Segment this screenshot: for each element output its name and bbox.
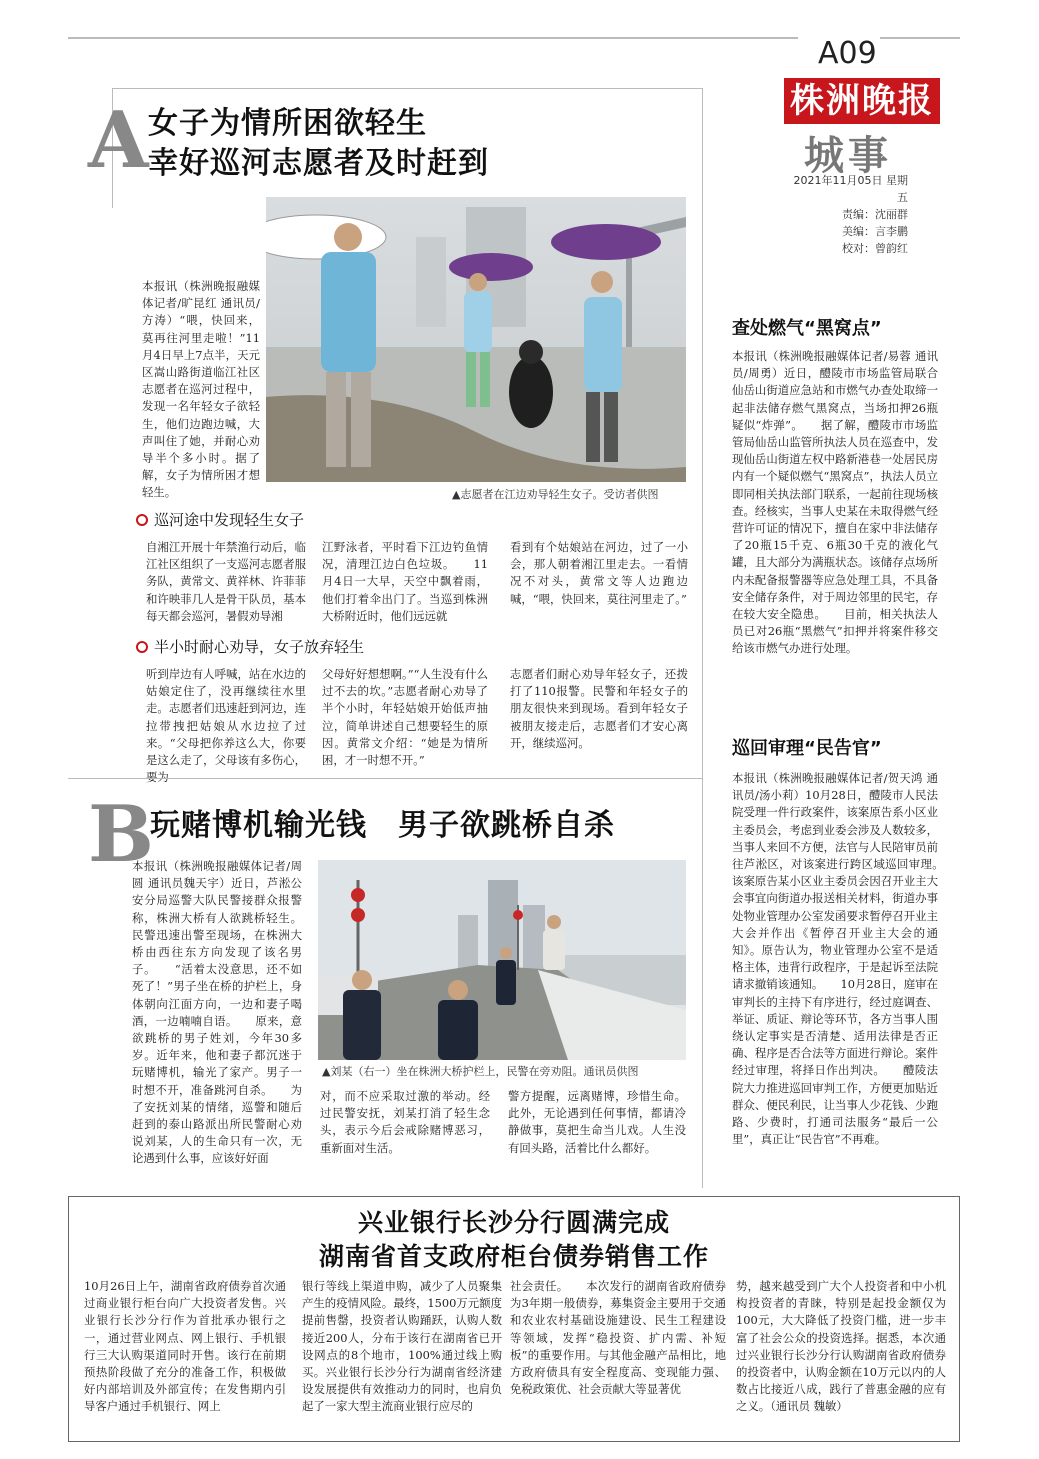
- story-b-col2: 对，而不应采取过激的举动。经过民警安抚，刘某打消了轻生念头，表示今后会戒除赌博恶习，重新面对生活。: [320, 1089, 490, 1155]
- story-a-subhead-2-text: 半小时耐心劝导，女子放弃轻生: [154, 638, 365, 656]
- side1-body: 本报讯（株洲晚报融媒体记者/易蓉 通讯员/周勇）近日，醴陵市市场监管局联合仙岳山街道应急站和市燃气办查处取缔一起非法储存燃气黑窝点，当场扣押26瓶疑似“炸弹”。 据了解，醴陵市市场监管局仙岳山监管所执法人员在巡查中，发现仙岳山街道左权中路新港巷一处居民房内有一个疑似燃气“黑窝点”，执法人员立即同相关执法部门联系，一起前往现场核查。经核实，当事人史某在未取得燃气经营许可证的情况下，擅自在家中非法储存了20瓶15千克、6瓶30千克的液化气罐，且大部分为满瓶状态。该储存点场所内未配备报警器等应急处理工具，不具备安全储存条件，对于周边邻里的民宅，存在较大安全隐患。 目前，相关执法人员已对26瓶“黑燃气”扣押并将案件移交给该市燃气办进行处理。: [732, 349, 938, 656]
- top-rule: [68, 37, 798, 39]
- bottom-title-line1: 兴业银行长沙分行圆满完成: [357, 1208, 670, 1237]
- story-a-letter: A: [88, 95, 149, 186]
- story-a-sec1-col1: 自湘江开展十年禁渔行动后，临江社区组织了一支巡河志愿者服务队，黄常文、黄祥林、许菲菲和许映菲几人是骨干队员，基本每天都会巡河，暑假劝导湘: [146, 540, 306, 623]
- story-b-headline: 玩赌博机输光钱 男子欲跳桥自杀: [150, 808, 615, 843]
- side2-title: 巡回审理“民告官”: [732, 738, 882, 759]
- story-a-headline-line1: 女子为情所困欲轻生: [148, 106, 427, 141]
- story-a-subhead-1-text: 巡河途中发现轻生女子: [154, 511, 305, 529]
- bottom-title-line2: 湖南省首支政府柜台债券销售工作: [318, 1242, 709, 1271]
- story-a-intro: 本报讯（株洲晚报融媒体记者/旷昆红 通讯员/方涛）“喂，快回来，莫再往河里走啦！”11月4日早上7点半，天元区嵩山路街道临江社区志愿者在巡河过程中，发现一名年轻女子欲轻生，他们边跑边喊，大声叫住了她，并耐心劝导半个多小时。据了解，女子为情所困才想轻生。: [142, 279, 260, 500]
- issue-date: 2021年11月05日 星期五: [793, 174, 908, 204]
- bottom-col2: 银行等线上渠道申购，减少了人员聚集产生的疫情风险。最终，1500万元额度提前售罄，投资者认购踊跃，认购人数接近200人，分布于该行在湖南省已开设网点的8个地市，100%通过线上购买。兴业银行长沙分行为湖南省经济建设发展提供有效推动力的同时，也肩负起了一家大型主流商业银行应尽的: [302, 1279, 502, 1414]
- subhead-bullet-icon: [136, 641, 148, 653]
- story-a-top-rule: [112, 88, 702, 89]
- story-a-sec2-col3: 志愿者们耐心劝导年轻女子，还拨打了110报警。民警和年轻女子的朋友很快来到现场。看到年轻女子被朋友接走后，志愿者们才安心离开，继续巡河。: [510, 667, 688, 750]
- bottom-col3: 社会责任。 本次发行的湖南省政府债券为3年期一般债券，募集资金主要用于交通和农业农村基础设施建设、民生工程建设等领域，发挥“稳投资、扩内需、补短板”的重要作用。与其他金融产品相比，地方政府债具有安全程度高、变现能力强、免税政策优、社会贡献大等显著优: [510, 1279, 726, 1397]
- subhead-bullet-icon: [136, 514, 148, 526]
- side1-title: 查处燃气“黑窝点”: [732, 318, 882, 339]
- story-b-top-rule: [68, 778, 702, 779]
- issue-meta: [790, 172, 908, 257]
- story-a-sec1-col2: 江野泳者，平时看下江边钓鱼情况，清理江边白色垃圾。 11月4日一大早，天空中飘着雨，他们打着伞出门了。当巡到株洲大桥附近时，他们远远就: [322, 540, 488, 623]
- masthead-logo: 株洲晚报: [784, 78, 940, 124]
- story-a-subhead-2: [136, 636, 364, 657]
- story-b-photo-caption: ▲刘某（右一）坐在株洲大桥护栏上，民警在旁劝阻。通讯员供图: [322, 1065, 639, 1078]
- story-a-sec2-col2: 父母好好想想啊。”“人生没有什么过不去的坎。”志愿者耐心劝导了半个小时，年轻姑娘开始低声抽泣，简单讲述自己想要轻生的原因。黄常文介绍：“她是为情所困，才一时想不开。”: [322, 667, 488, 768]
- story-b-col1: 本报讯（株洲晚报融媒体记者/周圆 通讯员魏天宇）近日，芦淞公安分局巡警大队民警接群众报警称，株洲大桥有人欲跳桥轻生。民警迅速出警至现场，在株洲大桥由西往东方向发现了该名男子。 “活着太没意思，还不如死了！”男子坐在桥的护栏上，身体朝向江面方向，一边和妻子喝酒，一边喃喃自语。 原来，意欲跳桥的男子姓刘，今年30多岁。近年来，他和妻子都沉迷于玩赌博机，输光了家产。男子一时想不开，准备跳河自杀。 为了安抚刘某的情绪，巡警和随后赶到的泰山路派出所民警耐心劝说刘某，人的生命只有一次，无论遇到什么事，应该好好面: [132, 859, 302, 1166]
- page-number: A09: [818, 36, 877, 71]
- story-a-sec2-col1: 听到岸边有人呼喊，站在水边的姑娘定住了，没再继续往水里走。志愿者们迅速赶到河边，连拉带拽把姑娘从水边拉了过来。“父母把你养这么大，你要是这么走了，父母该有多伤心，: [146, 667, 306, 768]
- bottom-col1: 10月26日上午，湖南省政府债券首次通过商业银行柜台向广大投资者发售。兴业银行长沙分行作为首批承办银行之一，通过营业网点、网上银行、手机银行三大认购渠道同时开售。该行在前期预热阶段做了充分的准备工作，积极做好内部培训及外部宣传；在发售期内引导客户通过手机银行、网上: [84, 1279, 286, 1414]
- designer-credit: 美编：言李鹏: [842, 225, 908, 238]
- story-b-photo: [318, 860, 686, 1060]
- side2-body: 本报讯（株洲晚报融媒体记者/贺天鸿 通讯员/汤小莉）10月28日，醴陵市人民法院受理一件行政案件，该案原告系小区业主委员会，考虑到业委会涉及人数较多，当事人来回不方便，法官与人民陪审员前往芦淞区，对该案进行跨区域巡回审理。 该案原告某小区业主委员会因召开业主大会事宜向街道办报送相关材料，街道办事处物业管理办公室发函要求暂停召开业主大会并作出《暂停召开业主大会的通知》。原告认为，物业管理办公室不是适格主体，违背行政程序，于是起诉至法院请求撤销该通知。 10月28日，庭审在审判长的主持下有序进行，经过庭调查、举证、质证、辩论等环节，各方当事人围绕认定事实是否清楚、适用法律是否正确、程序是否合法等方面进行辩论。案件经过审理，将择日作出判决。 醴陵法院大力推进巡回审判工作，方便更加贴近群众、便民利民，让当事人少花钱、少跑路、少费时，打通司法服务“最后一公里”，真正让“民告官”不再难。: [732, 771, 961, 1147]
- section-name: 城事: [804, 132, 892, 179]
- top-rule-right: [880, 37, 960, 39]
- story-b-letter: B: [88, 789, 154, 880]
- proofreader-credit: 校对：曾韵红: [842, 242, 908, 255]
- bottom-col4: 势，越来越受到广大个人投资者和中小机构投资者的青睐，特别是起投金额仅为100元，大大降低了投资门槛，进一步丰富了社会公众的投资选择。据悉，本次通过兴业银行长沙分行认购湖南省政府债券的投资者中，认购金额在10万元以内的人数占比接近八成，践行了普惠金融的应有之义。（通讯员 魏敏）: [736, 1279, 946, 1414]
- story-a-headline-line2: 幸好巡河志愿者及时赶到: [148, 146, 489, 181]
- story-a-photo: [266, 197, 686, 482]
- story-b-col3: 警方提醒，远离赌博，珍惜生命。此外，无论遇到任何事情，都请冷静做事，莫把生命当儿戏。人生没有回头路，活着比什么都好。: [508, 1089, 686, 1155]
- column-divider: [702, 88, 703, 1188]
- story-a-sec1-col3: 看到有个姑娘站在河边，过了一小会，那人朝着湘江里走去。一看情况不对头，黄常文等人边跑边喊，“喂，快回来，莫往河里走了。”: [510, 540, 688, 606]
- story-a-headline: [148, 104, 489, 184]
- bottom-title: [68, 1206, 960, 1274]
- story-a-photo-caption: ▲志愿者在江边劝导轻生女子。受访者供图: [452, 488, 659, 501]
- editor-credit: 责编：沈丽群: [842, 208, 908, 221]
- story-a-subhead-1: [136, 509, 304, 530]
